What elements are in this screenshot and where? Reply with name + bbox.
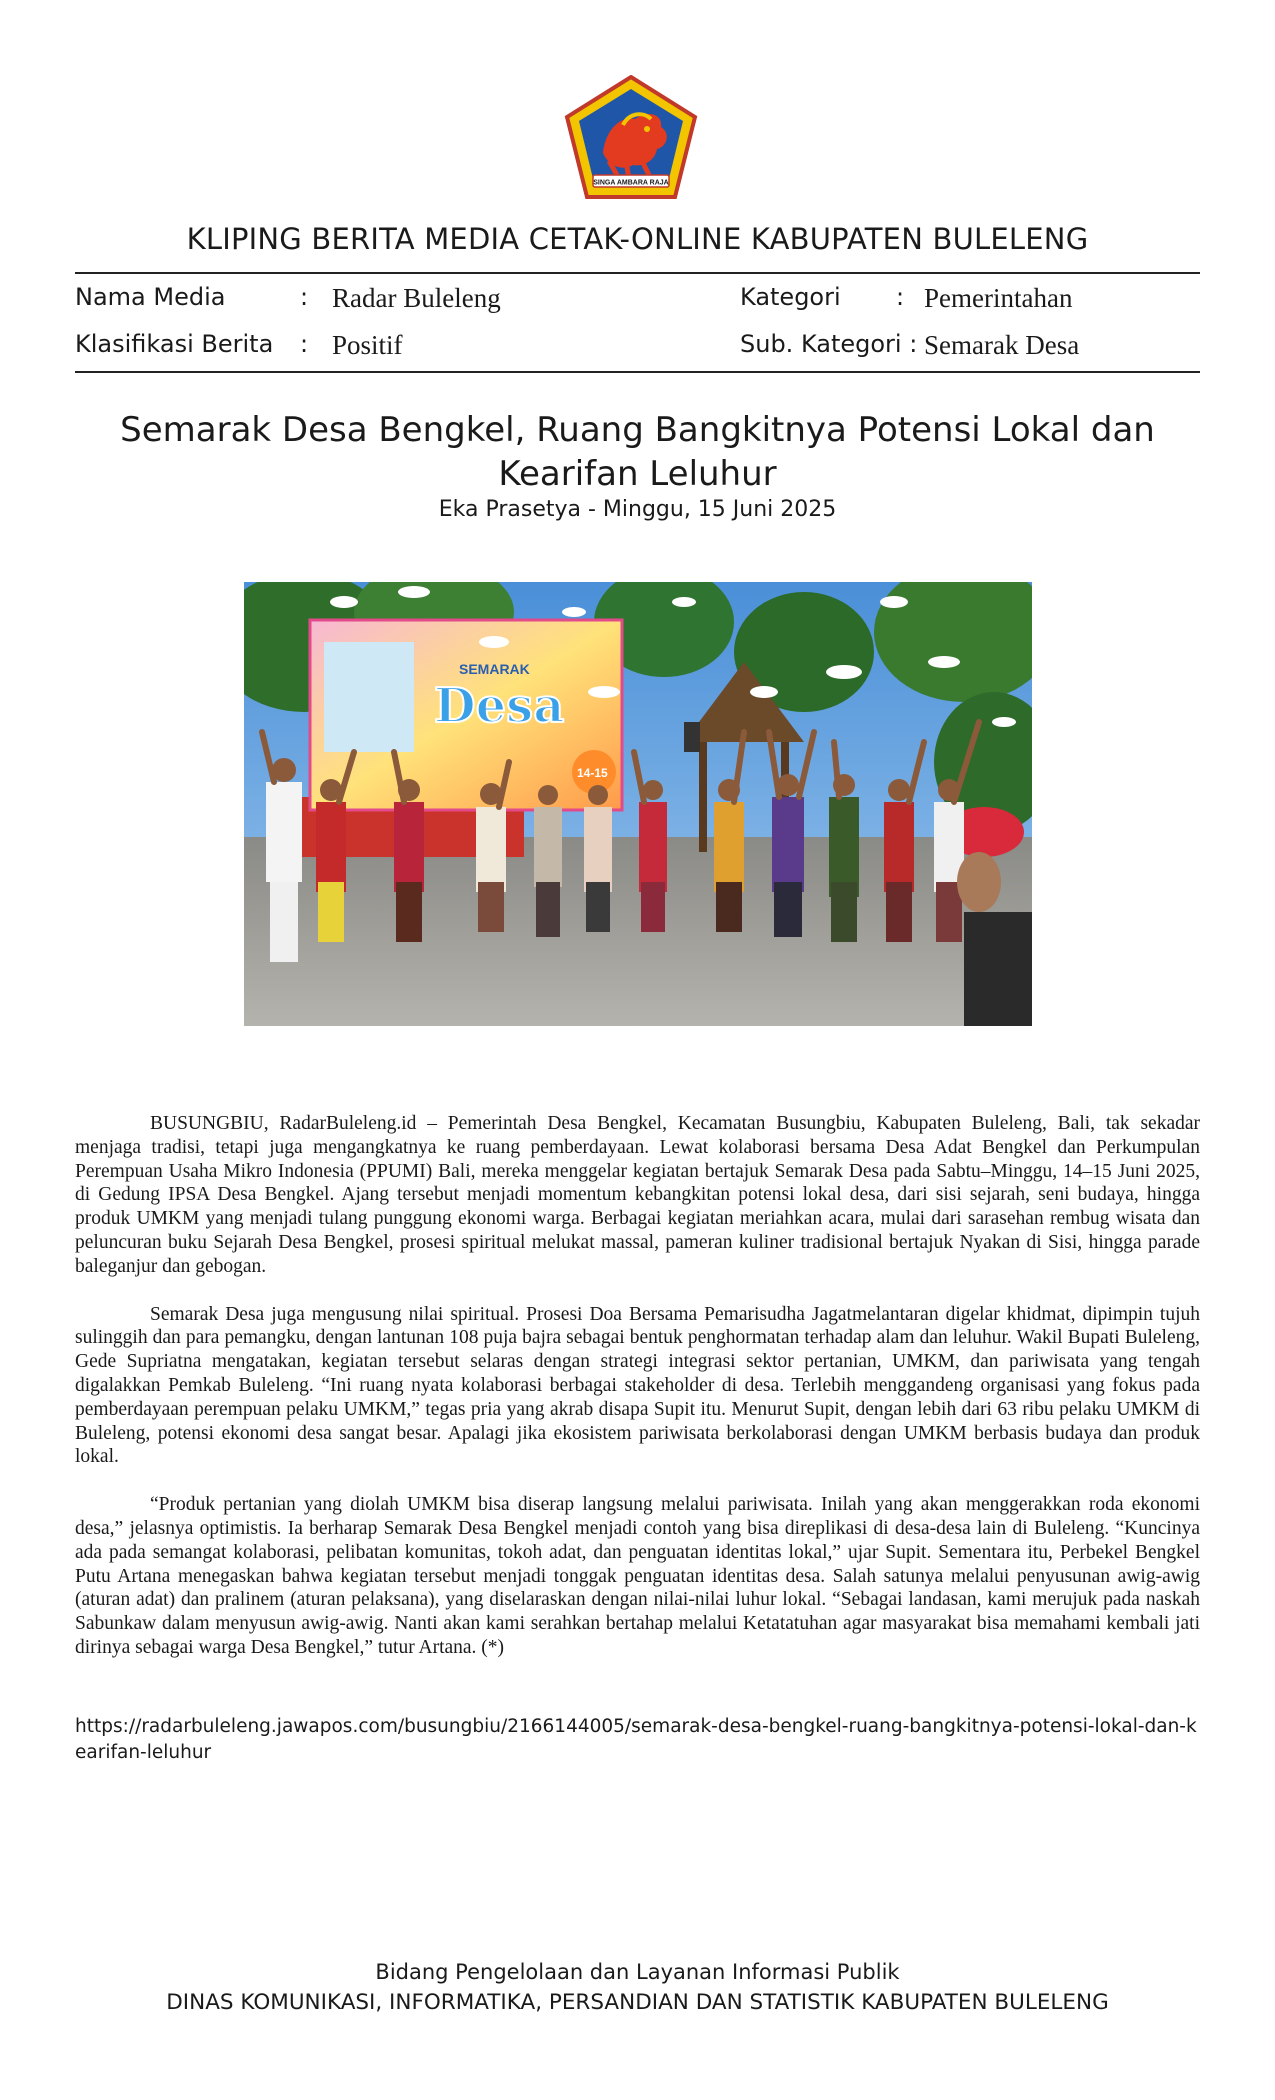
media-name-value: Radar Buleleng <box>332 283 501 313</box>
media-name-label: Nama Media <box>75 283 226 311</box>
article-headline: Semarak Desa Bengkel, Ruang Bangkitnya Potensi Lokal dan Kearifan Leluhur <box>120 410 1155 494</box>
svg-text:SINGA AMBARA RAJA: SINGA AMBARA RAJA <box>593 179 669 187</box>
source-url-link[interactable]: https://radarbuleleng.jawapos.com/busungbiu/2166144005/semarak-desa-bengkel-ruang-bangkitnya-potensi-lokal-dan-kearifan-leluhur <box>75 1716 1197 1763</box>
buleleng-regency-logo <box>563 75 699 201</box>
document-title: KLIPING BERITA MEDIA CETAK-ONLINE KABUPATEN BULELENG <box>186 222 1089 256</box>
category-colon: : <box>896 283 905 311</box>
article-paragraph-1: BUSUNGBIU, RadarBuleleng.id – Pemerintah Desa Bengkel, Kecamatan Busungbiu, Kabupaten Buleleng, Bali, tak sekadar menjaga tradisi, tetapi juga mengangkatnya ke ruang pemberdayaan. Lewat kolaborasi bersama Desa Adat Bengkel dan Perkumpulan Perempuan Usaha Mikro Indonesia (PPUMI) Bali, mereka menggelar kegiatan bertajuk Semarak Desa pada Sabtu–Minggu, 14–15 Juni 2025, di Gedung IPSA Desa Bengkel. Ajang tersebut menjadi momentum kebangkitan potensi lokal desa, dari sisi sejarah, seni budaya, hingga produk UMKM yang menjadi tulang punggung ekonomi warga. Berbagai kegiatan meriahkan acara, mulai dari sarasehan rembug wisata dan peluncuran buku Sejarah Desa Bengkel, prosesi spiritual melukat massal, pameran kuliner tradisional bertajuk Nyakan di Sisi, hingga parade baleganjur dan gebogan. <box>75 1113 1200 1277</box>
meta-divider <box>75 371 1200 373</box>
article-byline: Eka Prasetya - Minggu, 15 Juni 2025 <box>438 497 837 522</box>
article-body <box>75 1112 1200 1684</box>
subcategory-label: Sub. Kategori : <box>740 330 918 358</box>
category-value: Pemerintahan <box>924 283 1073 313</box>
classification-value: Positif <box>332 330 403 360</box>
article-paragraph-2: Semarak Desa juga mengusung nilai spiritual. Prosesi Doa Bersama Pemarisudha Jagatmelantaran digelar khidmat, dipimpin tujuh sulinggih dan para pemangku, dengan lantunan 108 puja bajra sebagai bentuk penghormatan terhadap alam dan leluhur. Wakil Bupati Buleleng, Gede Supriatna mengatakan, kegiatan tersebut selaras dengan strategi integrasi sektor pertanian, UMKM, dan pariwisata yang tengah digalakkan Pemkab Buleleng. “Ini ruang nyata kolaborasi berbagai stakeholder di desa. Terlebih menggandeng organisasi yang fokus pada pemberdayaan perempuan pelaku UMKM,” tegas pria yang akrab disapa Supit itu. Menurut Supit, dengan lebih dari 63 ribu pelaku UMKM di Buleleng, potensi ekonomi desa sangat besar. Apalagi jika ekosistem pariwisata berkolaborasi dengan UMKM berbasis budaya dan produk lokal. <box>75 1303 1200 1468</box>
article-photo <box>244 582 1032 1026</box>
classification-label: Klasifikasi Berita <box>75 330 274 358</box>
svg-text:SEMARAK: SEMARAK <box>459 661 530 677</box>
svg-text:14-15: 14-15 <box>577 766 608 780</box>
footer-division: Bidang Pengelolaan dan Layanan Informasi Publik <box>375 1960 900 1984</box>
subcategory-value: Semarak Desa <box>924 330 1080 360</box>
svg-text:Desa: Desa <box>434 678 565 734</box>
category-label: Kategori <box>740 283 841 311</box>
media-name-colon: : <box>300 283 309 311</box>
top-divider <box>75 272 1200 274</box>
footer-agency: DINAS KOMUNIKASI, INFORMATIKA, PERSANDIAN DAN STATISTIK KABUPATEN BULELENG <box>166 1990 1109 2015</box>
classification-colon: : <box>300 330 309 358</box>
article-paragraph-3: “Produk pertanian yang diolah UMKM bisa diserap langsung melalui pariwisata. Inilah yang akan menggerakkan roda ekonomi desa,” jelasnya optimistis. Ia berharap Semarak Desa Bengkel menjadi contoh yang bisa direplikasi di desa-desa lain di Buleleng. “Kuncinya ada pada semangat kolaborasi, pelibatan komunitas, tokoh adat, dan penguatan identitas lokal,” ujar Supit. Sementara itu, Perbekel Bengkel Putu Artana menegaskan bahwa kegiatan tersebut menjadi tonggak penguatan identitas desa. Salah satunya melalui penyusunan awig-awig (aturan adat) dan pralinem (aturan pelaksana), yang diselaraskan dengan nilai-nilai luhur lokal. “Sebagai landasan, kami merujuk pada naskah Sabunkaw dalam menyusun awig-awig. Nanti akan kami serahkan bertahap melalui Ketatatuhan agar masyarakat bisa memahami kembali jati dirinya sebagai warga Desa Bengkel,” tutur Artana. (*) <box>75 1494 1200 1658</box>
